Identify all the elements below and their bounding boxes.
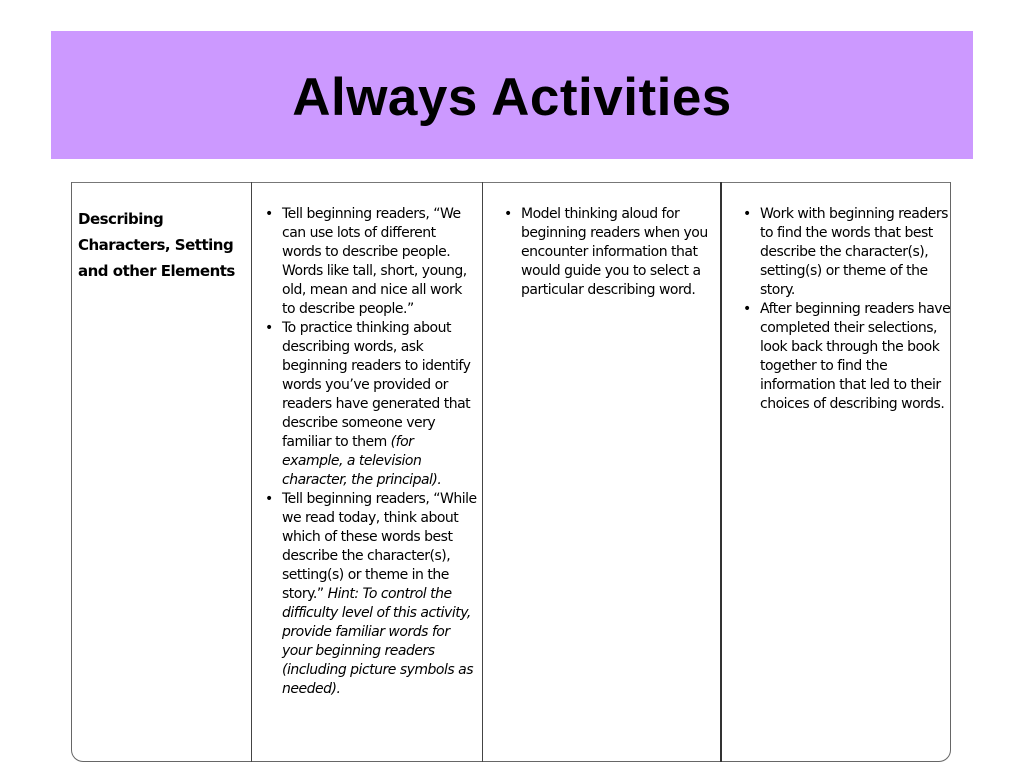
column-3-cell (740, 205, 952, 414)
bullet-text: Tell beginning readers, “While we read today, think about which of these words best describe the character(s), setting(s) or theme in the story.” (282, 491, 477, 602)
list-item (262, 319, 477, 490)
column-1-cell (262, 205, 477, 699)
column-3-list (740, 205, 952, 414)
bullet-italic-text: (for example, a television character, the principal). (282, 434, 442, 488)
bullet-italic-text: Hint: To control the difficulty level of this activity, provide familiar words for your beginning readers (including picture symbols as needed). (282, 586, 474, 697)
list-item (262, 490, 477, 699)
column-divider-2 (482, 182, 483, 762)
column-divider-1 (251, 182, 252, 762)
list-item: • After beginning readers have completed their selections, look back through the book together to find the information that led to their choices of describing words. (740, 300, 952, 414)
column-divider-3 (720, 182, 722, 762)
column-1-list (262, 205, 477, 699)
column-2-cell (501, 205, 716, 300)
title-bar (51, 31, 973, 159)
column-2-list (501, 205, 716, 300)
bullet-text: To practice thinking about describing words, ask beginning readers to identify words you’ve provided or readers have generated that describe someone very familiar to them (282, 320, 471, 450)
row-label: Describing Characters, Setting and other Elements (78, 210, 235, 280)
list-item: • Work with beginning readers to find the words that best describe the character(s), setting(s) or theme of the story. (740, 205, 952, 300)
list-item: • Tell beginning readers, “We can use lots of different words to describe people. Words like tall, short, young, old, mean and nice all work to describe people.” (262, 205, 477, 319)
list-item: • Model thinking aloud for beginning readers when you encounter information that would guide you to select a particular describing word. (501, 205, 716, 300)
slide-title: Always Activities (292, 67, 732, 127)
